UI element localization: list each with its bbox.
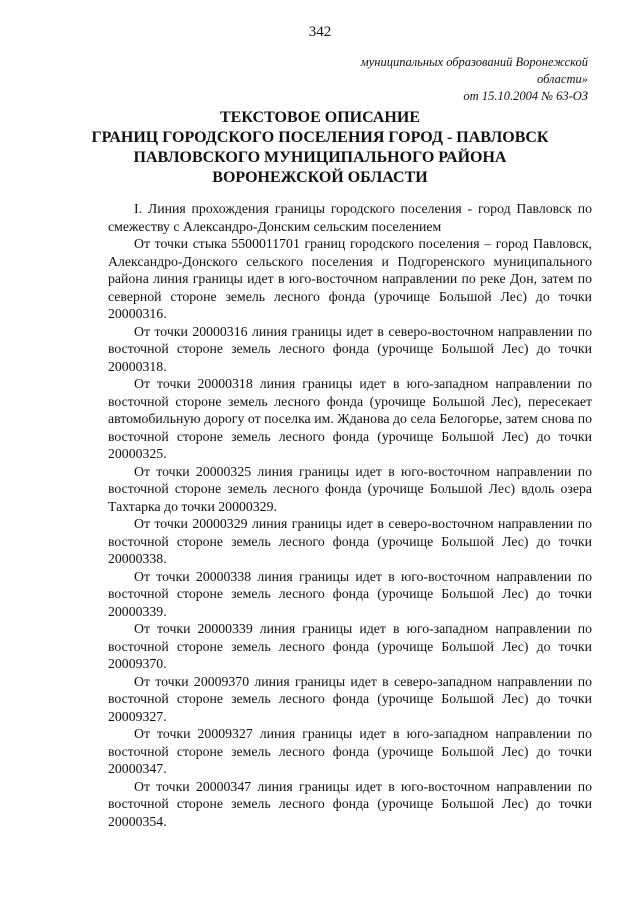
paragraph: От точки 20009370 линия границы идет в северо-западном направлении по восточной стороне земель лесного фонда (урочище Большой Лес) до точки 20009327. [108, 673, 592, 724]
title-line-4: ВОРОНЕЖСКОЙ ОБЛАСТИ [212, 169, 428, 186]
document-body [108, 200, 592, 830]
page-number: 342 [308, 24, 332, 40]
paragraph: От точки 20000347 линия границы идет в юго-восточном направлении по восточной стороне земель лесного фонда (урочище Большой Лес) до точки 20000354. [108, 778, 592, 829]
paragraph-section-heading: I. Линия прохождения границы городского поселения - город Павловск по смежеству с Александро-Донским сельским поселением [108, 201, 592, 234]
paragraph: От точки 20000318 линия границы идет в юго-западном направлении по восточной стороне земель лесного фонда (урочище Большой Лес), пересекает автомобильную дорогу от поселка им. Жданова до села Белогорье, затем снова по восточной стороне земель лесного фонда (урочище Большой Лес) до точки 20000325. [108, 376, 592, 461]
paragraph: От точки 20000338 линия границы идет в юго-восточном направлении по восточной стороне земель лесного фонда (урочище Большой Лес) до точки 20000339. [108, 568, 592, 619]
title-line-2: ГРАНИЦ ГОРОДСКОГО ПОСЕЛЕНИЯ ГОРОД - ПАВЛОВСК [91, 129, 549, 146]
law-reference-line-2: области» [537, 72, 588, 86]
document-title [70, 108, 570, 188]
title-line-3: ПАВЛОВСКОГО МУНИЦИПАЛЬНОГО РАЙОНА [133, 149, 507, 166]
law-reference-line-1: муниципальных образований Воронежской [360, 55, 588, 69]
paragraph: От точки 20009327 линия границы идет в юго-западном направлении по восточной стороне земель лесного фонда (урочище Большой Лес) до точки 20000347. [108, 726, 592, 776]
paragraph: От точки 20000329 линия границы идет в северо-восточном направлении по восточной стороне земель лесного фонда (урочище Большой Лес) до точки 20000338. [108, 516, 592, 566]
title-line-1: ТЕКСТОВОЕ ОПИСАНИЕ [219, 109, 420, 126]
paragraph: От точки стыка 5500011701 границ городского поселения – город Павловск, Александро-Донского сельского поселения и Подгоренского муниципального района линия границы идет в юго-восточном направлении по реке Дон, затем по северной стороне земель лесного фонда (урочище Большой Лес) до точки 20000316. [108, 236, 592, 321]
law-reference-note [288, 54, 588, 105]
paragraph: От точки 20000339 линия границы идет в юго-западном направлении по восточной стороне земель лесного фонда (урочище Большой Лес) до точки 20009370. [108, 621, 592, 671]
paragraph: От точки 20000316 линия границы идет в северо-восточном направлении по восточной стороне земель лесного фонда (урочище Большой Лес) до точки 20000318. [108, 323, 592, 374]
paragraph: От точки 20000325 линия границы идет в юго-восточном направлении по восточной стороне земель лесного фонда (урочище Большой Лес) вдоль озера Тахтарка до точки 20000329. [108, 463, 592, 514]
law-reference-line-3: от 15.10.2004 № 63-ОЗ [463, 89, 588, 103]
